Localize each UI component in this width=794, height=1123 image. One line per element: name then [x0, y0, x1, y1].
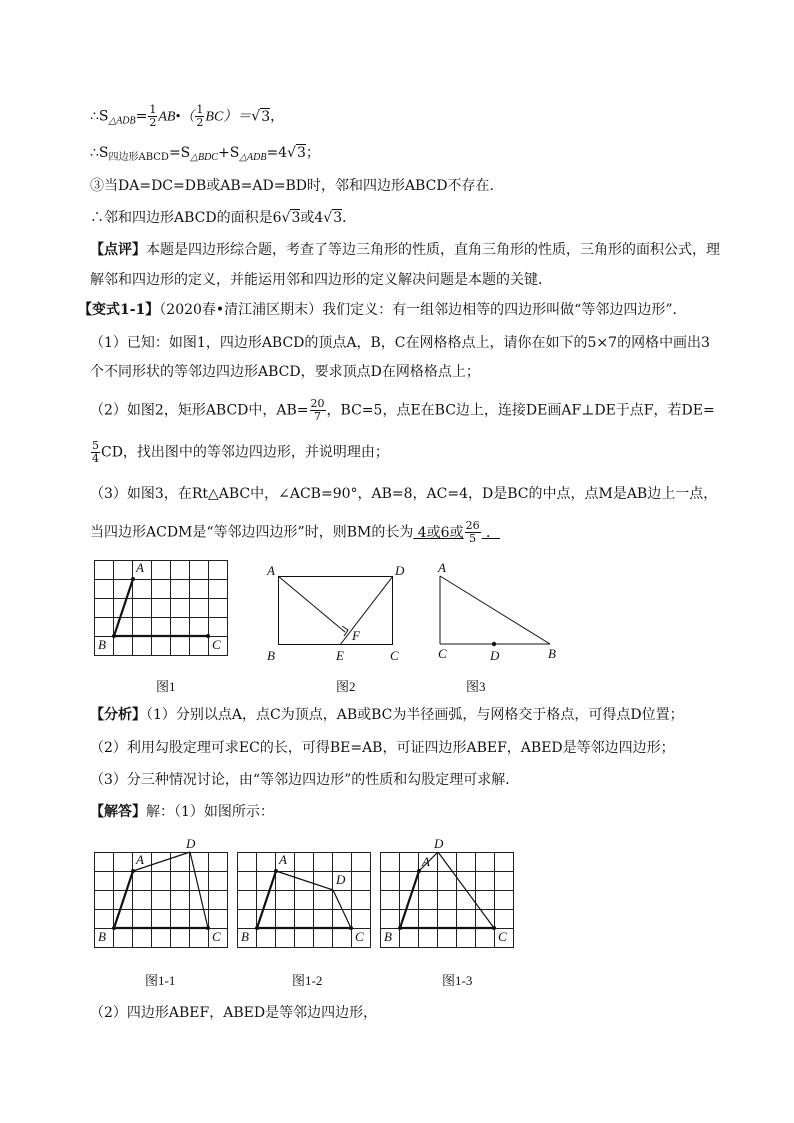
fig13-label-a: A: [422, 854, 430, 869]
solution-part-2: （2）四边形ABEF，ABED是等邻边四边形，: [90, 1005, 378, 1021]
fig13-label-c: C: [498, 929, 507, 944]
fig2-label-c: C: [390, 648, 399, 663]
analysis-line-2: （2）利用勾股定理可求EC的长，可得BE=AB，可证四边形ABEF，ABED是等邻边四边形；: [90, 740, 675, 756]
comment-line-2: 解邻和四边形的定义，并能运用邻和四边形的定义解决问题是本题的关键．: [90, 272, 552, 288]
fig2-label-d: D: [395, 563, 405, 578]
fig1-label-c: C: [212, 637, 221, 652]
figure-1-caption: 图1: [156, 679, 176, 694]
formula-area-abcd: $\therefore S_{四边形ABCD}=S_{\triangle BDC}+S_{\triangle ADB}=4√3$；: [90, 145, 320, 163]
fig3-label-d: D: [490, 648, 500, 663]
figure-2-caption: 图2: [336, 679, 356, 694]
fig11-label-a: A: [136, 852, 144, 867]
figure-3-triangle: [432, 560, 562, 668]
figure-1-3-caption: 图1-3: [442, 973, 473, 988]
fig11-label-c: C: [212, 929, 221, 944]
figure-3-caption: 图3: [466, 679, 486, 694]
question-1-line-2: 个不同形状的等邻边四边形ABCD，要求顶点D在网格格点上；: [90, 364, 480, 380]
question-2-line-2: $\frac{5}{4}$ CD，找出图中的等邻边四边形，并说明理由；: [92, 439, 389, 465]
fig1-label-b: B: [98, 637, 106, 652]
analysis-line-1: 【分析】（1）分别以点A，点C为顶点，AB或BC为半径画弧，与网格交于格点，可得点D位置；: [90, 707, 684, 723]
fig12-label-d: D: [336, 872, 346, 887]
figure-2-rectangle: [262, 560, 412, 668]
fig2-label-a: A: [267, 563, 275, 578]
figure-1-grid: [94, 560, 230, 658]
formula-area-adb: $\therefore S_{\triangle ADB}=$ $\frac{1}{2}$ AB•（ $\frac{1}{2}$ BC）＝√3，: [90, 103, 285, 129]
figure-1-3-grid: [380, 836, 518, 948]
fig3-label-c: C: [438, 646, 447, 661]
fig2-label-f: F: [352, 628, 360, 643]
question-3-line-2: 当四边形ACDM是“等邻边四边形”时，则BM的长为 4或6或 $\frac{26}{5}$ ．: [90, 519, 501, 545]
fig12-label-b: B: [241, 929, 249, 944]
fig12-label-a: A: [279, 852, 287, 867]
solution-heading: 【解答】解：（1）如图所示：: [90, 804, 274, 820]
fig2-label-e: E: [336, 648, 344, 663]
fig13-label-b: B: [384, 929, 392, 944]
fig3-label-a: A: [438, 560, 446, 575]
case-three-text: ③当DA=DC=DB或AB=AD=BD时，邻和四边形ABCD不存在．: [90, 178, 504, 194]
variant-heading: 【变式1-1】（2020春•清江浦区期末）我们定义：有一组邻边相等的四边形叫做“等邻边四边形”．: [78, 302, 687, 318]
analysis-line-3: （3）分三种情况讨论，由“等邻边四边形”的性质和勾股定理可求解．: [90, 772, 520, 788]
fig13-label-d: D: [434, 836, 444, 851]
figure-1-2-grid: [237, 836, 375, 948]
fig3-label-b: B: [548, 646, 556, 661]
area-conclusion: ∴邻和四边形ABCD的面积是6√3或4√3．: [90, 210, 357, 226]
question-2-line-1: （2）如图2，矩形ABCD中，AB= $\frac{20}{7}$ ，BC=5，点E在BC边上，连接DE画AF⊥DE于点F，若DE=: [90, 397, 715, 423]
fig12-label-c: C: [355, 929, 364, 944]
fig11-label-d: D: [186, 836, 196, 851]
figure-1-1-caption: 图1-1: [145, 973, 176, 988]
figure-1-1-grid: [94, 836, 232, 948]
question-1-line-1: （1）已知：如图1，四边形ABCD的顶点A，B，C在网格格点上，请你在如下的5×7的网格中画出3: [90, 335, 710, 351]
fig2-label-b: B: [267, 648, 275, 663]
question-3-line-1: （3）如图3，在Rt△ABC中，∠ACB=90°，AB=8，AC=4，D是BC的中点，点M是AB边上一点，: [90, 486, 718, 502]
comment-line-1: 【点评】本题是四边形综合题，考查了等边三角形的性质，直角三角形的性质，三角形的面积公式，理: [90, 242, 720, 258]
fig1-label-a: A: [136, 560, 144, 575]
figure-1-2-caption: 图1-2: [292, 973, 323, 988]
fig11-label-b: B: [98, 929, 106, 944]
